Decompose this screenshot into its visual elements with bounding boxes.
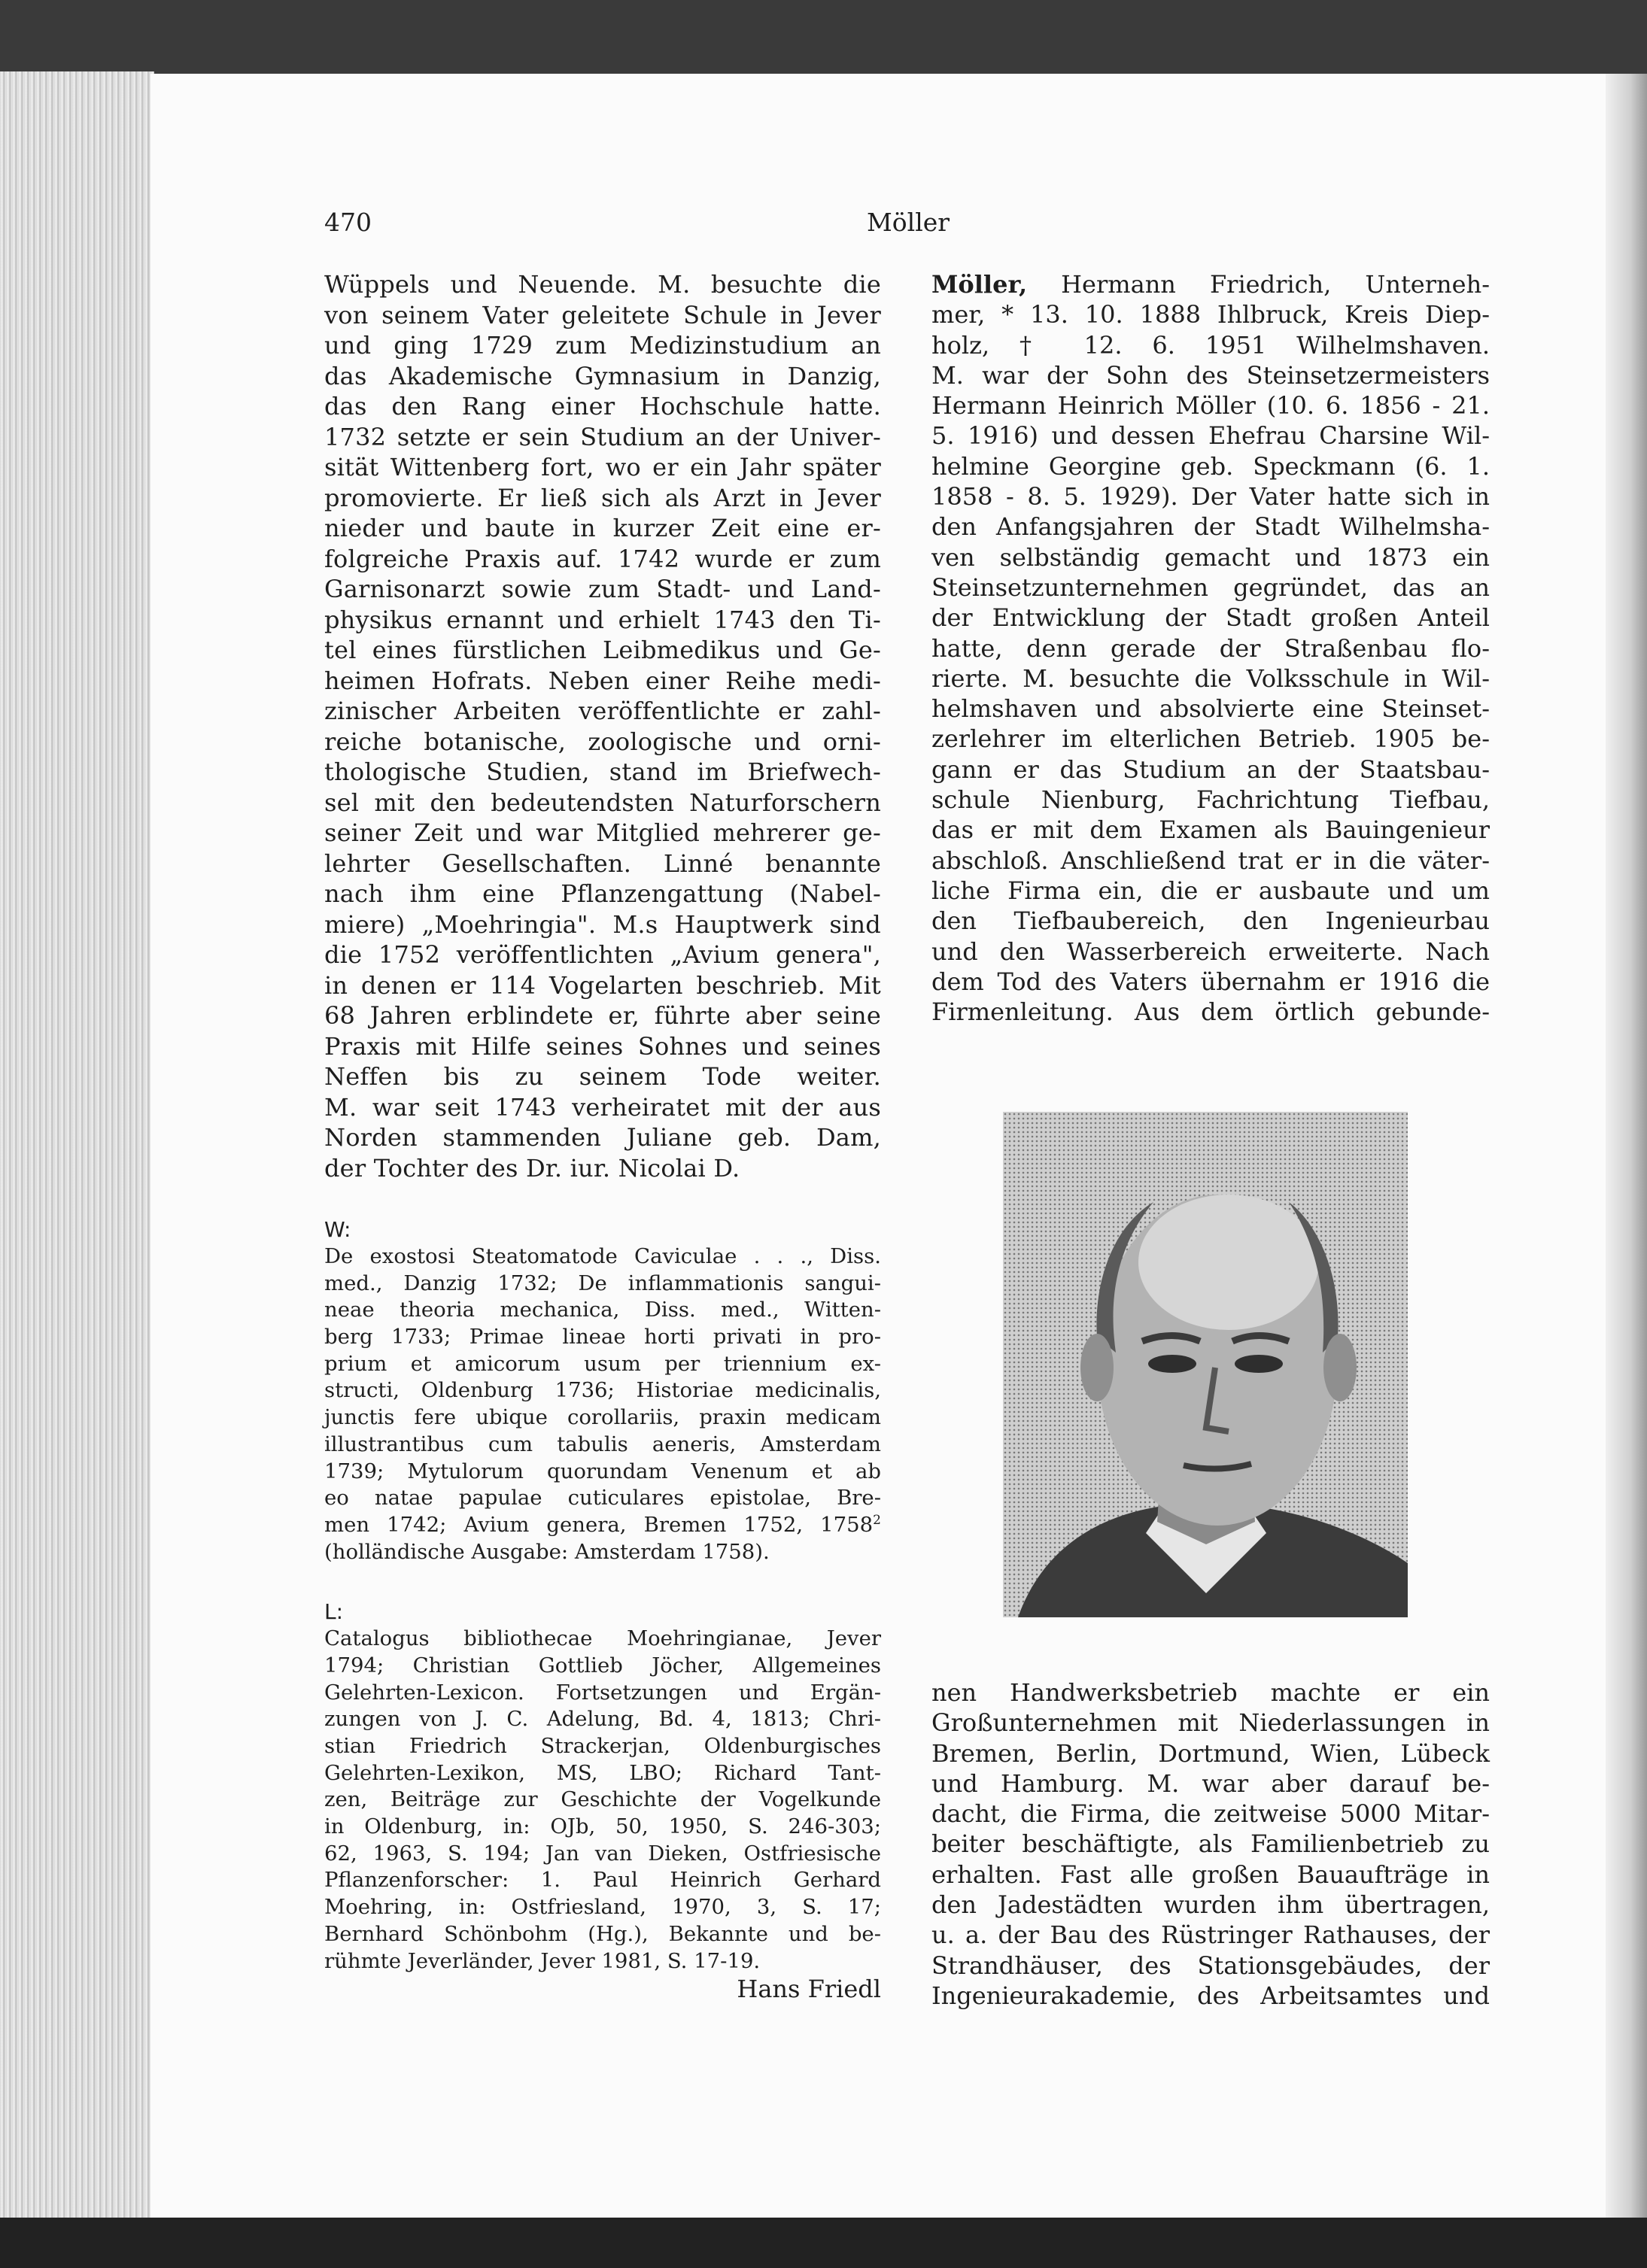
- text-line: 68 Jahren erblindete er, führte aber seine: [324, 1001, 881, 1030]
- text-line: ven selbständig gemacht und 1873 ein: [931, 542, 1490, 572]
- text-line: 1732 setzte er sein Studium an der Univer-: [324, 422, 881, 451]
- text-line: gann er das Studium an der Staatsbau-: [931, 754, 1490, 784]
- text-line: zerlehrer im elterlichen Betrieb. 1905 be-: [931, 724, 1490, 754]
- text-line: Norden stammenden Juliane geb. Dam,: [324, 1123, 881, 1152]
- portrait-photo: [1003, 1112, 1408, 1617]
- text-line: mer, * 13. 10. 1888 Ihlbruck, Kreis Diep-: [931, 300, 1490, 329]
- text-line: der Tochter des Dr. iur. Nicolai D.: [324, 1153, 740, 1183]
- text-line: 1739; Mytulorum quorundam Venenum et ab: [324, 1459, 881, 1483]
- text-line: Neffen bis zu seinem Tode weiter.: [324, 1062, 881, 1091]
- text-line: Ingenieurakademie, des Arbeitsamtes und: [931, 1981, 1490, 2010]
- text-line: das er mit dem Examen als Bauingenieur: [931, 815, 1490, 845]
- text-line: und den Wasserbereich erweiterte. Nach: [931, 937, 1490, 966]
- text-line: rühmte Jeverländer, Jever 1981, S. 17-19.: [324, 1948, 761, 1973]
- text-line: Bremen, Berlin, Dortmund, Wien, Lübeck: [931, 1738, 1490, 1768]
- text-line: De exostosi Steatomatode Caviculae . . ., Diss.: [324, 1244, 881, 1268]
- text-line: [324, 1512, 881, 1539]
- text-line: physikus ernannt und erhielt 1743 den Ti-: [324, 605, 881, 634]
- text-line: Praxis mit Hilfe seines Sohnes und seines: [324, 1031, 881, 1061]
- text-line: helmshaven und absolvierte eine Steinset-: [931, 694, 1490, 724]
- text-line: beiter beschäftigte, als Familienbetrieb zu: [931, 1829, 1490, 1859]
- text-line: dacht, die Firma, die zeitweise 5000 Mitar-: [931, 1799, 1490, 1829]
- text-line: in Oldenburg, in: OJb, 50, 1950, S. 246-303;: [324, 1814, 881, 1839]
- works-list: [324, 1243, 881, 1565]
- text-line: dem Tod des Vaters übernahm er 1916 die: [931, 967, 1490, 996]
- text-line: Garnisonarzt sowie zum Stadt- und Land-: [324, 575, 881, 603]
- text-line: zinischer Arbeiten veröffentlichte er zahl-: [324, 697, 881, 725]
- text-line: 62, 1963, S. 194; Jan van Dieken, Ostfriesische: [324, 1841, 881, 1866]
- text-line: Bernhard Schönbohm (Hg.), Bekannte und be-: [324, 1921, 881, 1946]
- portrait-figure: [1003, 1112, 1408, 1617]
- page-curl-shadow: [1606, 74, 1647, 2219]
- running-head: Möller: [867, 208, 950, 237]
- text-line: nieder und baute in kurzer Zeit eine er-: [324, 514, 881, 542]
- text-line: zen, Beiträge zur Geschichte der Vogelkunde: [324, 1787, 881, 1812]
- text-line: Strandhäuser, des Stationsgebäudes, der: [931, 1951, 1490, 1980]
- literature-label: L:: [324, 1599, 344, 1625]
- scan-top-border: [0, 0, 1647, 74]
- text-line: Großunternehmen mit Niederlassungen in: [931, 1708, 1490, 1738]
- text-line: 1858 - 8. 5. 1929). Der Vater hatte sich in: [931, 482, 1490, 512]
- text-line: reiche botanische, zoologische und orni-: [324, 727, 881, 756]
- text-line: rierte. M. besuchte die Volksschule in Wil-: [931, 663, 1490, 693]
- text-line: neae theoria mechanica, Diss. med., Witten-: [324, 1298, 881, 1322]
- text-line: nen Handwerksbetrieb machte er ein: [931, 1678, 1490, 1707]
- text-line: stian Friedrich Strackerjan, Oldenburgisches: [324, 1734, 881, 1758]
- text-line: 1794; Christian Gottlieb Jöcher, Allgemeines: [324, 1653, 881, 1677]
- text-line: helmine Georgine geb. Speckmann (6. 1.: [931, 451, 1490, 481]
- text-line: prium et amicorum usum per triennium ex-: [324, 1351, 881, 1376]
- text-line: sel mit den bedeutendsten Naturforschern: [324, 788, 881, 817]
- text-line: (holländische Ausgabe: Amsterdam 1758).: [324, 1539, 770, 1564]
- text-line: Gelehrten-Lexicon. Fortsetzungen und Ergän-: [324, 1680, 881, 1705]
- right-body-bottom: [931, 1677, 1490, 2011]
- text-line: thologische Studien, stand im Briefwech-: [324, 758, 881, 786]
- text-line: und ging 1729 zum Medizinstudium an: [324, 331, 881, 360]
- text-line: den Jadestädten wurden ihm übertragen,: [931, 1890, 1490, 1920]
- text-line: in denen er 114 Vogelarten beschrieb. Mit: [324, 970, 881, 1000]
- right-body-top: [931, 299, 1490, 1027]
- text-line: holz, † 12. 6. 1951 Wilhelmshaven.: [931, 330, 1490, 360]
- text-line: promovierte. Er ließ sich als Arzt in Jever: [324, 483, 881, 512]
- text-line: die 1752 veröffentlichten „Avium genera",: [324, 940, 881, 969]
- author-signature: Hans Friedl: [737, 1975, 881, 2004]
- text-line: liche Firma ein, die er ausbaute und um: [931, 876, 1490, 905]
- entry-heading-line: [931, 269, 1490, 299]
- text-line: 5. 1916) und dessen Ehefrau Charsine Wil-: [931, 421, 1490, 451]
- text-line: den Anfangsjahren der Stadt Wilhelmsha-: [931, 512, 1490, 542]
- text-line: u. a. der Bau des Rüstringer Rathauses, der: [931, 1920, 1490, 1950]
- text-line: von seinem Vater geleitete Schule in Jever: [324, 300, 881, 329]
- works-label: W:: [324, 1217, 351, 1242]
- text-line: abschloß. Anschließend trat er in die väter-: [931, 846, 1490, 875]
- literature-list: [324, 1626, 881, 1975]
- right-column: [931, 269, 1490, 1027]
- text-line: Wüppels und Neuende. M. besuchte die: [324, 270, 881, 299]
- text-line: illustrantibus cum tabulis aeneris, Amsterdam: [324, 1432, 881, 1456]
- text-line: Gelehrten-Lexikon, MS, LBO; Richard Tant-: [324, 1760, 881, 1785]
- text-line: und Hamburg. M. war aber darauf be-: [931, 1769, 1490, 1798]
- entry-heading-rest: Hermann Friedrich, Unterneh-: [1027, 270, 1490, 299]
- text-line: das den Rang einer Hochschule hatte.: [324, 392, 881, 421]
- text-line: nach ihm eine Pflanzengattung (Nabel-: [324, 879, 881, 908]
- text-line: structi, Oldenburg 1736; Historiae medicinalis,: [324, 1378, 881, 1403]
- text-line: junctis fere ubique corollariis, praxin medicam: [324, 1405, 881, 1430]
- text-line: eo natae papulae cuticulares epistolae, Bre-: [324, 1486, 881, 1510]
- text-line: heimen Hofrats. Neben einer Reihe medi-: [324, 666, 881, 695]
- page-stack-edges: [0, 71, 154, 2230]
- text-line: Firmenleitung. Aus dem örtlich gebunde-: [931, 997, 1490, 1027]
- text-line: berg 1733; Primae lineae horti privati in pro-: [324, 1325, 881, 1350]
- text-line: sität Wittenberg fort, wo er ein Jahr später: [324, 453, 881, 481]
- text-line: Catalogus bibliothecae Moehringianae, Jever: [324, 1626, 881, 1651]
- text-line: Moehring, in: Ostfriesland, 1970, 3, S. 17;: [324, 1895, 881, 1920]
- text-line: Pflanzenforscher: 1. Paul Heinrich Gerhard: [324, 1868, 881, 1893]
- text-line: den Tiefbaubereich, den Ingenieurbau: [931, 906, 1490, 936]
- text-line: Hermann Heinrich Möller (10. 6. 1856 - 21.: [931, 391, 1490, 421]
- left-column: [324, 269, 881, 2003]
- text-line-content: men 1742; Avium genera, Bremen 1752, 1758: [324, 1512, 874, 1537]
- scan-bottom-border: [0, 2218, 1647, 2268]
- text-line: tel eines fürstlichen Leibmedikus und Ge-: [324, 636, 881, 664]
- text-line: erhalten. Fast alle großen Bauaufträge in: [931, 1860, 1490, 1889]
- text-line: lehrter Gesellschaften. Linné benannte: [324, 849, 881, 878]
- edition-superscript: 2: [873, 1512, 881, 1528]
- page-number: 470: [324, 208, 372, 237]
- text-line: miere) „Moehringia". M.s Hauptwerk sind: [324, 909, 881, 939]
- text-line: M. war der Sohn des Steinsetzermeisters: [931, 360, 1490, 390]
- text-line: der Entwicklung der Stadt großen Anteil: [931, 603, 1490, 633]
- text-line: zungen von J. C. Adelung, Bd. 4, 1813; Chri-: [324, 1707, 881, 1732]
- text-line: M. war seit 1743 verheiratet mit der aus: [324, 1092, 881, 1122]
- text-line: Steinsetzunternehmen gegründet, das an: [931, 572, 1490, 602]
- text-line: schule Nienburg, Fachrichtung Tiefbau,: [931, 785, 1490, 815]
- text-line: seiner Zeit und war Mitglied mehrerer ge-: [324, 818, 881, 847]
- entry-name: Möller,: [931, 270, 1028, 299]
- text-line: das Akademische Gymnasium in Danzig,: [324, 361, 881, 390]
- left-body-text: [324, 269, 881, 1183]
- text-line: med., Danzig 1732; De inflammationis sangui-: [324, 1271, 881, 1295]
- text-line: folgreiche Praxis auf. 1742 wurde er zum: [324, 544, 881, 573]
- text-line: hatte, denn gerade der Straßenbau flo-: [931, 633, 1490, 663]
